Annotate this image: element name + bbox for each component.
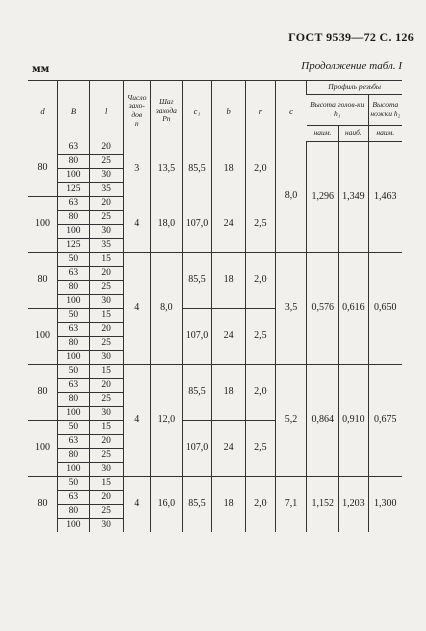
table-cell-d: 80 (28, 253, 58, 309)
table-cell-pitch: 16,0 (151, 477, 183, 533)
table-cell-d: 100 (28, 309, 58, 365)
table-cell-l: 25 (89, 505, 123, 519)
table-cell-B: 50 (58, 365, 90, 379)
table-cell-h2-min: 0,650 (368, 253, 402, 365)
table-cell-B: 100 (58, 169, 90, 183)
table-cell-r: 2,5 (246, 197, 276, 253)
table-cell-starts: 4 (123, 197, 150, 253)
col-B: B (58, 81, 90, 142)
table-cell-b: 18 (212, 141, 246, 197)
table-cell-b: 24 (212, 309, 246, 365)
table-cell-B: 125 (58, 183, 90, 197)
table-cell-B: 80 (58, 337, 90, 351)
table-cell-B: 80 (58, 393, 90, 407)
table-cell-r: 2,0 (246, 477, 276, 533)
table-cell-l: 15 (89, 309, 123, 323)
col-head-min: наим. (307, 125, 339, 141)
table-cell-h1-min: 0,576 (307, 253, 339, 365)
table-cell-d: 80 (28, 477, 58, 533)
col-c1: c₁ (182, 81, 212, 142)
table-cell-l: 15 (89, 477, 123, 491)
col-head-height: Высота голов-ки h₁ (307, 94, 368, 125)
table-cell-h2-min: 1,300 (368, 477, 402, 533)
table-cell-l: 25 (89, 337, 123, 351)
table-cell-h1-min: 1,296 (307, 141, 339, 253)
table-cell-c: 3,5 (275, 253, 307, 365)
thread-dimensions-table (28, 80, 402, 532)
table-cell-h1-max: 1,203 (339, 477, 369, 533)
table-cell-l: 20 (89, 197, 123, 211)
table-cell-l: 20 (89, 491, 123, 505)
table-cell-B: 80 (58, 211, 90, 225)
table-cell-l: 30 (89, 407, 123, 421)
table-cell-starts: 4 (123, 253, 150, 365)
table-cell-l: 25 (89, 281, 123, 295)
table-cell-r: 2,0 (246, 365, 276, 421)
table-cell-B: 63 (58, 267, 90, 281)
table-cell-l: 30 (89, 351, 123, 365)
table-cell-l: 20 (89, 141, 123, 155)
table-cell-l: 35 (89, 239, 123, 253)
table-cell-c1: 85,5 (182, 141, 212, 197)
table-cell-B: 125 (58, 239, 90, 253)
table-cell-r: 2,0 (246, 253, 276, 309)
table-cell-l: 15 (89, 365, 123, 379)
table-cell-B: 50 (58, 477, 90, 491)
table-cell-l: 20 (89, 379, 123, 393)
table-cell-B: 100 (58, 463, 90, 477)
table-cell-r: 2,0 (246, 141, 276, 197)
table-cell-B: 50 (58, 309, 90, 323)
table-cell-B: 100 (58, 407, 90, 421)
table-cell-d: 100 (28, 197, 58, 253)
table-cell-l: 20 (89, 435, 123, 449)
table-cell-B: 63 (58, 141, 90, 155)
table-cell-B: 80 (58, 155, 90, 169)
table-cell-l: 15 (89, 253, 123, 267)
table-cell-c1: 107,0 (182, 197, 212, 253)
table-cell-B: 80 (58, 449, 90, 463)
table-cell-r: 2,5 (246, 309, 276, 365)
table-cell-B: 63 (58, 323, 90, 337)
table-cell-B: 80 (58, 281, 90, 295)
table-cell-B: 100 (58, 225, 90, 239)
table-cell-d: 80 (28, 365, 58, 421)
page-header (0, 0, 426, 80)
col-head-max: наиб. (339, 125, 369, 141)
table-cell-l: 30 (89, 225, 123, 239)
table-cell-h1-max: 0,616 (339, 253, 369, 365)
col-b: b (212, 81, 246, 142)
table-cell-l: 30 (89, 463, 123, 477)
col-c: c (275, 81, 307, 142)
table-cell-l: 30 (89, 519, 123, 533)
table-cell-B: 63 (58, 379, 90, 393)
table-cell-pitch: 18,0 (151, 197, 183, 253)
table-cell-B: 50 (58, 421, 90, 435)
table-cell-c1: 85,5 (182, 477, 212, 533)
table-cell-c: 5,2 (275, 365, 307, 477)
table-cell-l: 20 (89, 267, 123, 281)
table-cell-b: 18 (212, 253, 246, 309)
table-cell-starts: 4 (123, 365, 150, 477)
table-cell-c: 7,1 (275, 477, 307, 533)
table-cell-b: 24 (212, 197, 246, 253)
table-cell-l: 35 (89, 183, 123, 197)
col-starts: Число захо- дов n (123, 81, 150, 142)
table-cell-h1-max: 1,349 (339, 141, 369, 253)
table-cell-d: 80 (37, 162, 48, 174)
col-r: r (246, 81, 276, 142)
table-cell-l: 30 (89, 295, 123, 309)
table-cell-l: 20 (89, 323, 123, 337)
table-cell-l: 25 (89, 449, 123, 463)
table-cell-B: 63 (58, 197, 90, 211)
table-cell-l: 15 (89, 421, 123, 435)
table-cell-c1: 107,0 (182, 421, 212, 477)
table-cell-B: 80 (58, 505, 90, 519)
table-cell-h1-max: 0,910 (339, 365, 369, 477)
units-label: мм (32, 64, 50, 75)
table-cell-c1: 85,5 (182, 365, 212, 421)
table-cell-B: 63 (58, 435, 90, 449)
col-l: l (89, 81, 123, 142)
table-cell-c1: 107,0 (182, 309, 212, 365)
table-cell-B: 50 (58, 253, 90, 267)
table-cell-l: 25 (89, 211, 123, 225)
table-cell-B: 100 (58, 519, 90, 533)
table-cell-c: 8,0 (275, 141, 307, 253)
table-cell-b: 18 (212, 477, 246, 533)
table-cell-B: 100 (58, 351, 90, 365)
table-cell-h1-min: 1,152 (307, 477, 339, 533)
table-cell-l: 25 (89, 155, 123, 169)
table-cell-d: 100 (28, 421, 58, 477)
col-thread-profile: Профиль резьбы (307, 81, 402, 95)
table-cell-l: 30 (89, 169, 123, 183)
table-cell-starts: 4 (123, 477, 150, 533)
table-cell-h2-min: 0,675 (368, 365, 402, 477)
table-cell-h1-min: 0,864 (307, 365, 339, 477)
table-continuation-label: Продолжение табл. I (301, 60, 402, 72)
table-cell-l: 25 (89, 393, 123, 407)
col-d: d (28, 81, 58, 142)
standard-number: ГОСТ 9539—72 С. 126 (288, 30, 414, 44)
col-leg-min: наим. (368, 125, 402, 141)
table-cell-b: 24 (212, 421, 246, 477)
table-cell-h2-min: 1,463 (368, 141, 402, 253)
col-pitch: Шаг захода Pn (151, 81, 183, 142)
table-cell-r: 2,5 (246, 421, 276, 477)
table-cell-B: 100 (58, 295, 90, 309)
table-cell-c1: 85,5 (182, 253, 212, 309)
table-cell-B: 63 (58, 491, 90, 505)
table-cell-b: 18 (212, 365, 246, 421)
table-cell-pitch: 13,5 (151, 141, 183, 197)
table-cell-pitch: 12,0 (151, 365, 183, 477)
table-cell-starts: 3 (123, 141, 150, 197)
table-cell-pitch: 8,0 (151, 253, 183, 365)
col-leg-height: Высота ножки h₂ (368, 94, 402, 125)
